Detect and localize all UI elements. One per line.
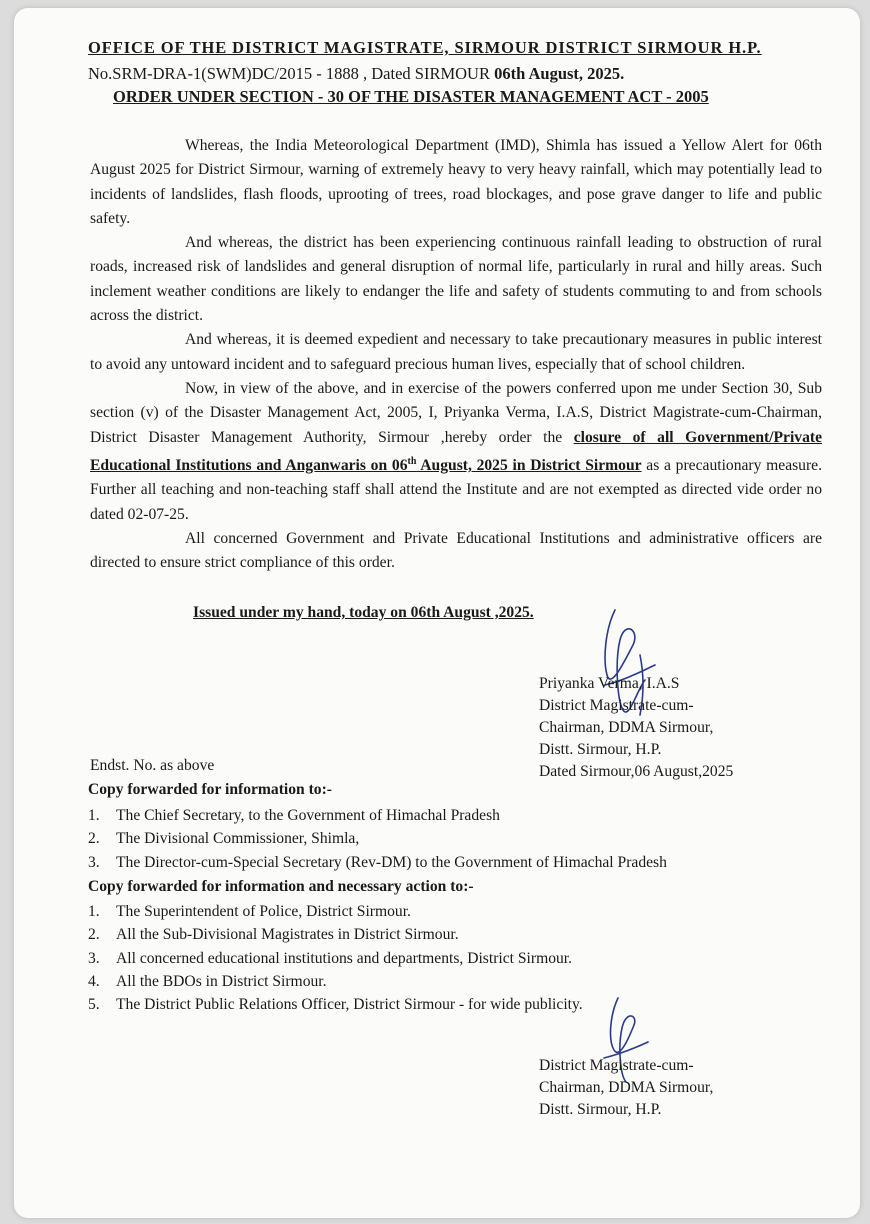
closure-text-a: closure of all Government/Private Educational Institutions and Anganwaris on 06: [90, 428, 822, 475]
closure-text-b: August, 2025 in District Sirmour: [416, 457, 642, 475]
copy-action-list: [88, 900, 583, 1016]
endorsement-line: Endst. No. as above: [90, 757, 215, 774]
signer-date: Dated Sirmour,06 August,2025: [539, 763, 734, 780]
list-text: The Director-cum-Special Secretary (Rev-DM) to the Government of Himachal Pradesh: [116, 853, 667, 871]
signer2-location: Distt. Sirmour, H.P.: [539, 1101, 662, 1118]
list-num: 1.: [88, 807, 100, 824]
list-item: [88, 993, 583, 1016]
signer-name: Priyanka Verma, I.A.S: [539, 675, 680, 692]
copy-info-list: [88, 804, 667, 874]
list-text: All concerned educational institutions and departments, District Sirmour.: [116, 949, 573, 967]
list-item: [88, 923, 583, 946]
copy-action-heading: Copy forwarded for information and necessary action to:-: [88, 878, 474, 895]
signer-designation-2: Chairman, DDMA Sirmour,: [539, 719, 714, 736]
ref-prefix: No.SRM-DRA-1(SWM)DC/2015 - 1888 , Dated SIRMOUR: [88, 64, 495, 83]
list-num: 5.: [88, 996, 100, 1014]
list-num: 2.: [88, 830, 100, 848]
paragraph-3: And whereas, it is deemed expedient and necessary to take precautionary measures in public interest to avoid any untoward incident and to safeguard precious human lives, especially that of school children.: [90, 331, 822, 373]
list-num: 2.: [88, 926, 100, 944]
paragraph-1: Whereas, the India Meteorological Department (IMD), Shimla has issued a Yellow Alert for 06th August 2025 for District Sirmour, warning of extremely heavy to very heavy rainfall, which may potentially lead to incidents of landslides, flash floods, uprooting of trees, road blockages, and pose grave danger to life and public safety.: [90, 137, 822, 227]
signer2-designation-2: Chairman, DDMA Sirmour,: [539, 1079, 714, 1096]
list-num: 3.: [88, 853, 100, 871]
list-text: The Divisional Commissioner, Shimla,: [116, 830, 360, 848]
paragraph-5: All concerned Government and Private Educational Institutions and administrative officers are directed to ensure strict compliance of this order.: [90, 529, 822, 572]
list-item: [88, 947, 583, 970]
p4-start: Now, in view of the above, and in exercise of the powers conferred upon me under Section 30, Sub section (v) of the Disaster Management Act, 2005, I, Priyanka Verma, I.A.S, District Magistrate-cum-Chairman, District Disaster Management Authority, Sirmour ,hereby order the: [90, 379, 822, 446]
list-text: All the BDOs in District Sirmour.: [116, 972, 327, 990]
copy-info-heading: Copy forwarded for information to:-: [88, 781, 332, 798]
closure-text-sup: th: [407, 455, 417, 467]
paragraph-2: And whereas, the district has been experiencing continuous rainfall leading to obstruction of rural roads, increased risk of landslides and general disruption of normal life, particularly in rural and hilly areas. Such inclement weather conditions are likely to endanger the life and safety of students commuting to and from schools across the district.: [90, 234, 822, 325]
list-item: [88, 970, 583, 993]
signature-block-2: [539, 1055, 713, 1121]
list-num: 4.: [88, 972, 100, 990]
list-item: [88, 900, 583, 923]
signature-block-1: [539, 673, 733, 783]
paragraph-4: [90, 377, 822, 527]
list-num: 3.: [88, 949, 100, 967]
list-text: The Chief Secretary, to the Government of Himachal Pradesh: [116, 807, 500, 824]
list-num: 1.: [88, 903, 100, 920]
p4-end: as a precautionary measure. Further all teaching and non-teaching staff shall attend the Institute and are not exempted as directed vide order no dated 02-07-25.: [90, 457, 822, 523]
list-item: [88, 827, 667, 850]
signer2-designation-1: District Magistrate-cum-: [539, 1057, 694, 1074]
list-text: All the Sub-Divisional Magistrates in District Sirmour.: [116, 926, 459, 944]
ref-date: 06th August, 2025.: [494, 64, 625, 83]
order-reference: [88, 64, 624, 84]
order-body: [90, 134, 822, 576]
list-text: The District Public Relations Officer, District Sirmour - for wide publicity.: [116, 996, 583, 1014]
office-heading: OFFICE OF THE DISTRICT MAGISTRATE, SIRMOUR DISTRICT SIRMOUR H.P.: [88, 38, 762, 57]
signer-location: Distt. Sirmour, H.P.: [539, 741, 662, 758]
list-item: [88, 804, 667, 827]
issued-line: Issued under my hand, today on 06th August ,2025.: [193, 604, 534, 621]
order-title: ORDER UNDER SECTION - 30 OF THE DISASTER MANAGEMENT ACT - 2005: [113, 87, 709, 106]
list-item: [88, 851, 667, 874]
signer-designation-1: District Magistrate-cum-: [539, 697, 694, 714]
list-text: The Superintendent of Police, District Sirmour.: [116, 903, 411, 920]
